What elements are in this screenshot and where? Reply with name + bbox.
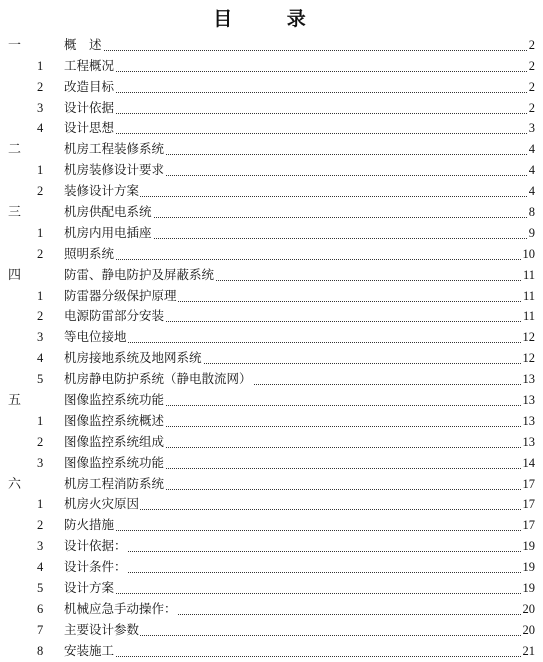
table-of-contents xyxy=(0,35,543,662)
dot-leader xyxy=(64,92,531,93)
toc-entry-label: 装修设计方案 xyxy=(64,183,140,199)
toc-entry-number: 3 xyxy=(37,330,44,345)
dot-leader xyxy=(64,133,531,134)
toc-entry-number: 2 xyxy=(37,79,44,94)
toc-entry-number: 1 xyxy=(37,413,44,428)
toc-page-number: 14 xyxy=(522,455,535,470)
toc-section-entry[interactable] xyxy=(0,77,543,98)
toc-section-entry[interactable] xyxy=(0,411,543,432)
toc-page-number: 8 xyxy=(528,205,535,220)
toc-entry-label: 改造目标 xyxy=(64,78,115,94)
dot-leader xyxy=(64,113,531,114)
toc-entry-label: 设计思想 xyxy=(64,120,115,136)
toc-entry-number: 1 xyxy=(37,58,44,73)
dot-leader xyxy=(64,342,531,343)
toc-section-entry[interactable] xyxy=(0,495,543,516)
toc-section-entry[interactable] xyxy=(0,453,543,474)
toc-page-number: 4 xyxy=(528,184,535,199)
toc-entry-label: 工程概况 xyxy=(64,57,115,73)
toc-entry-label: 图像监控系统概述 xyxy=(64,412,165,428)
toc-chapter-entry[interactable] xyxy=(0,265,543,286)
toc-entry-number: 4 xyxy=(37,121,44,136)
toc-page-number: 12 xyxy=(522,330,535,345)
toc-entry-number: 五 xyxy=(8,393,22,409)
toc-page-number: 13 xyxy=(522,372,535,387)
dot-leader xyxy=(64,530,531,531)
toc-entry-number: 5 xyxy=(37,372,44,387)
toc-page-number: 19 xyxy=(522,539,535,554)
toc-entry-number: 4 xyxy=(37,560,44,575)
toc-section-entry[interactable] xyxy=(0,348,543,369)
toc-entry-number: 2 xyxy=(37,309,44,324)
toc-page-number: 17 xyxy=(522,518,535,533)
toc-page-number: 17 xyxy=(522,476,535,491)
toc-entry-label: 设计方案 xyxy=(64,580,115,596)
toc-section-entry[interactable] xyxy=(0,536,543,557)
toc-page-number: 3 xyxy=(528,121,535,136)
toc-entry-number: 7 xyxy=(37,622,44,637)
toc-entry-label: 图像监控系统组成 xyxy=(64,433,165,449)
toc-entry-label: 设计依据 xyxy=(64,99,115,115)
toc-entry-label: 防火措施 xyxy=(64,517,115,533)
toc-page-number: 4 xyxy=(528,142,535,157)
dot-leader xyxy=(64,71,531,72)
toc-page-number: 13 xyxy=(522,413,535,428)
toc-chapter-entry[interactable] xyxy=(0,390,543,411)
toc-entry-number: 1 xyxy=(37,497,44,512)
toc-chapter-entry[interactable] xyxy=(0,139,543,160)
toc-entry-label: 防雷、静电防护及屏蔽系统 xyxy=(64,266,215,282)
toc-entry-label: 照明系统 xyxy=(64,245,115,261)
dot-leader xyxy=(64,259,531,260)
toc-entry-number: 2 xyxy=(37,246,44,261)
toc-section-entry[interactable] xyxy=(0,369,543,390)
toc-entry-number: 3 xyxy=(37,539,44,554)
toc-page-number: 4 xyxy=(528,163,535,178)
toc-section-entry[interactable] xyxy=(0,641,543,662)
toc-page-number: 11 xyxy=(522,288,535,303)
toc-page-number: 2 xyxy=(528,100,535,115)
toc-entry-number: 2 xyxy=(37,184,44,199)
toc-entry-label: 机房接地系统及地网系统 xyxy=(64,350,202,366)
toc-page-number: 20 xyxy=(522,622,535,637)
toc-section-entry[interactable] xyxy=(0,307,543,328)
toc-page-number: 2 xyxy=(528,79,535,94)
toc-section-entry[interactable] xyxy=(0,181,543,202)
toc-page-number: 12 xyxy=(522,351,535,366)
toc-section-entry[interactable] xyxy=(0,223,543,244)
toc-entry-label: 防雷器分级保护原理 xyxy=(64,287,177,303)
toc-entry-label: 概 述 xyxy=(64,36,102,52)
toc-entry-number: 一 xyxy=(8,37,22,53)
toc-page-number: 17 xyxy=(522,497,535,512)
toc-entry-label: 机房装修设计要求 xyxy=(64,162,165,178)
toc-entry-label: 电源防雷部分安装 xyxy=(64,308,165,324)
toc-entry-label: 主要设计参数 xyxy=(64,621,140,637)
toc-entry-number: 5 xyxy=(37,581,44,596)
toc-section-entry[interactable] xyxy=(0,599,543,620)
toc-entry-number: 2 xyxy=(37,434,44,449)
toc-section-entry[interactable] xyxy=(0,327,543,348)
dot-leader xyxy=(64,50,531,51)
toc-page-number: 13 xyxy=(522,393,535,408)
toc-entry-label: 机房火灾原因 xyxy=(64,496,140,512)
toc-entry-label: 机房工程消防系统 xyxy=(64,475,165,491)
toc-entry-label: 机房静电防护系统（静电散流网） xyxy=(64,371,252,387)
toc-entry-label: 设计依据： xyxy=(64,538,127,554)
toc-page-number: 11 xyxy=(522,267,535,282)
toc-entry-number: 1 xyxy=(37,288,44,303)
toc-section-entry[interactable] xyxy=(0,515,543,536)
toc-entry-number: 1 xyxy=(37,163,44,178)
toc-entry-number: 六 xyxy=(8,476,22,492)
toc-page-number: 13 xyxy=(522,434,535,449)
toc-chapter-entry[interactable] xyxy=(0,202,543,223)
toc-entry-label: 安装施工 xyxy=(64,642,115,658)
toc-section-entry[interactable] xyxy=(0,244,543,265)
toc-entry-label: 机房供配电系统 xyxy=(64,204,152,220)
toc-entry-label: 机房内用电插座 xyxy=(64,224,152,240)
toc-page-number: 2 xyxy=(528,37,535,52)
toc-section-entry[interactable] xyxy=(0,578,543,599)
toc-chapter-entry[interactable] xyxy=(0,35,543,56)
toc-page-number: 2 xyxy=(528,58,535,73)
toc-page-number: 21 xyxy=(522,643,535,658)
toc-entry-label: 机械应急手动操作： xyxy=(64,600,177,616)
toc-entry-number: 1 xyxy=(37,225,44,240)
toc-entry-label: 图像监控系统功能 xyxy=(64,392,165,408)
toc-entry-label: 设计条件： xyxy=(64,559,127,575)
toc-section-entry[interactable] xyxy=(0,620,543,641)
toc-entry-number: 3 xyxy=(37,455,44,470)
page-title: 目 录 xyxy=(213,8,330,30)
toc-section-entry[interactable] xyxy=(0,432,543,453)
dot-leader xyxy=(64,593,531,594)
toc-section-entry[interactable] xyxy=(0,286,543,307)
toc-section-entry[interactable] xyxy=(0,557,543,578)
toc-section-entry[interactable] xyxy=(0,56,543,77)
toc-entry-number: 6 xyxy=(37,601,44,616)
toc-entry-label: 等电位接地 xyxy=(64,329,127,345)
toc-entry-number: 3 xyxy=(37,100,44,115)
dot-leader xyxy=(64,572,531,573)
toc-page-number: 11 xyxy=(522,309,535,324)
dot-leader xyxy=(64,551,531,552)
dot-leader xyxy=(64,656,531,657)
toc-page-number: 10 xyxy=(522,246,535,261)
toc-page-number: 19 xyxy=(522,560,535,575)
toc-entry-number: 4 xyxy=(37,351,44,366)
toc-page-number: 20 xyxy=(522,601,535,616)
toc-entry-number: 2 xyxy=(37,518,44,533)
toc-page-number: 9 xyxy=(528,225,535,240)
toc-chapter-entry[interactable] xyxy=(0,474,543,495)
toc-entry-number: 四 xyxy=(8,267,22,283)
toc-entry-number: 二 xyxy=(8,142,22,158)
toc-page-number: 19 xyxy=(522,581,535,596)
toc-entry-number: 8 xyxy=(37,643,44,658)
toc-entry-number: 三 xyxy=(8,205,22,221)
toc-section-entry[interactable] xyxy=(0,160,543,181)
toc-section-entry[interactable] xyxy=(0,98,543,119)
toc-section-entry[interactable] xyxy=(0,119,543,140)
toc-entry-label: 机房工程装修系统 xyxy=(64,141,165,157)
toc-entry-label: 图像监控系统功能 xyxy=(64,454,165,470)
